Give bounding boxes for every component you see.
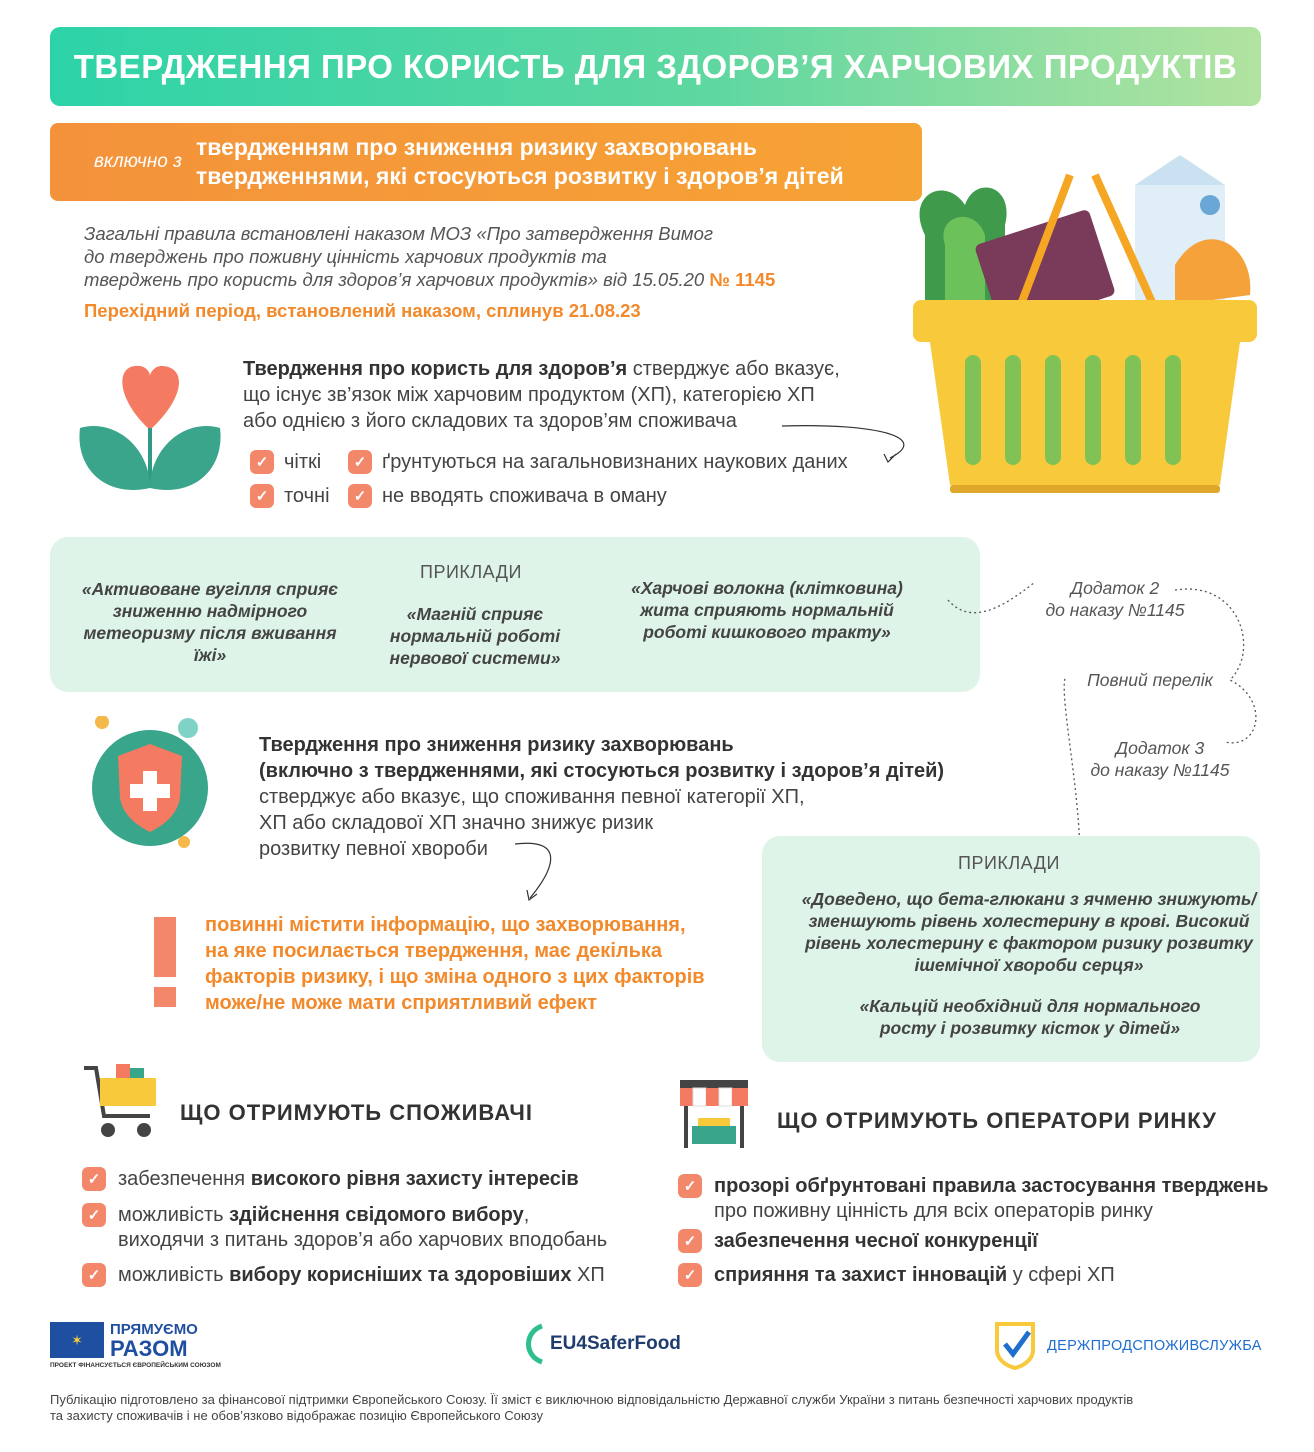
benefit-text: , xyxy=(523,1204,530,1226)
benefit-text: можливість xyxy=(118,1204,230,1226)
benefit-text-bold: високого рівня захисту інтересів xyxy=(250,1168,579,1190)
eu4saferfood-logo xyxy=(522,1322,681,1366)
warning-line: на яке посилається твердження, має декілька xyxy=(205,940,663,962)
page-title: ТВЕРДЖЕННЯ ПРО КОРИСТЬ ДЛЯ ЗДОРОВ’Я ХАРЧОВИХ ПРОДУКТІВ xyxy=(73,47,1238,85)
warning-line: повинні містити інформацію, що захворювання, xyxy=(205,914,686,936)
eu4saferfood-icon xyxy=(522,1322,546,1366)
check-icon: ✓ xyxy=(348,484,372,508)
rules-text xyxy=(84,222,775,291)
benefit-text-bold: вибору корисніших та здоровіших xyxy=(229,1264,572,1286)
check-icon: ✓ xyxy=(678,1229,702,1253)
risk-claim-term: Твердження про зниження ризику захворювань xyxy=(259,734,734,756)
consumer-benefit xyxy=(82,1263,605,1288)
consumer-benefit xyxy=(82,1167,579,1192)
gov-shield-icon xyxy=(993,1322,1037,1370)
rules-line: Загальні правила встановлені наказом МОЗ «Про затвердження Вимог xyxy=(84,223,714,244)
annex-line: до наказу №1145 xyxy=(1090,760,1230,780)
criteria-item xyxy=(250,484,330,508)
eu-logo-text: ПРЯМУЄМО xyxy=(110,1321,198,1338)
operators-title: ЩО ОТРИМУЮТЬ ОПЕРАТОРИ РИНКУ xyxy=(777,1108,1217,1133)
benefit-text-bold: забезпечення чесної конкуренції xyxy=(714,1230,1038,1252)
annex-line: Додаток 3 xyxy=(1115,738,1205,758)
check-icon: ✓ xyxy=(250,450,274,474)
check-icon: ✓ xyxy=(348,450,372,474)
example-quote: «Харчові волокна (клітковина) жита сприяють нормальній роботі кишкового тракту» xyxy=(631,578,903,642)
including-label: включно з xyxy=(93,151,182,172)
risk-claim-text: розвитку певної хвороби xyxy=(259,838,488,860)
footer-line: Публікацію підготовлено за фінансової підтримки Європейського Союзу. Її зміст є виключною відповідальністю Державної служби України з питань безпечності харчових продуктів xyxy=(50,1392,1134,1407)
health-claim-term: Твердження про користь для здоров’я xyxy=(243,358,628,380)
examples-title: ПРИКЛАДИ xyxy=(420,562,522,582)
example-quote: «Доведено, що бета-глюкани з ячменю знижують/зменшують рівень холестерину в крові. Високий рівень холестерину є фактором ризику розвитку ішемічної хвороби серця» xyxy=(801,889,1257,975)
criteria-item xyxy=(250,450,321,474)
criteria-label: не вводять споживача в оману xyxy=(382,484,667,507)
annex-line: до наказу №1145 xyxy=(1045,600,1185,620)
operator-benefit xyxy=(678,1174,1268,1224)
curved-arrow xyxy=(505,838,565,908)
check-icon: ✓ xyxy=(678,1174,702,1198)
criteria-label: ґрунтуються на загальновизнаних наукових даних xyxy=(382,450,848,473)
warning-text xyxy=(205,912,705,1016)
eu-logo-caption: ПРОЕКТ ФІНАНСУЄТЬСЯ ЄВРОПЕЙСЬКИМ СОЮЗОМ xyxy=(50,1362,221,1369)
benefit-text: у сфері ХП xyxy=(1007,1264,1115,1286)
rules-line: тверджень про користь для здоров’я харчових продуктів» від 15.05.20 xyxy=(84,269,705,290)
subtitle-line-2: твердженнями, які стосуються розвитку і здоров’я дітей xyxy=(196,163,844,189)
criteria-item xyxy=(348,450,848,474)
example-quote: «Магній сприяє нормальній роботі нервової системи» xyxy=(389,604,561,668)
dotted-connectors xyxy=(940,570,1270,870)
footer-disclaimer xyxy=(50,1392,1280,1424)
example-quote: «Кальцій необхідний для нормального росту і розвитку кісток у дітей» xyxy=(859,996,1201,1038)
shopping-cart-icon xyxy=(82,1062,162,1142)
check-icon: ✓ xyxy=(250,484,274,508)
check-icon: ✓ xyxy=(82,1167,106,1191)
eu-logo xyxy=(50,1322,198,1360)
title-banner xyxy=(50,27,1261,106)
risk-claim-text: стверджує або вказує, що споживання певної категорії ХП, xyxy=(259,786,805,808)
benefit-text: про поживну цінність для всіх операторів ринку xyxy=(714,1200,1153,1222)
full-list-note: Повний перелік xyxy=(1087,670,1213,690)
warning-line: може/не може мати сприятливий ефект xyxy=(205,992,597,1014)
subtitle-line-1: твердженням про зниження ризику захворювань xyxy=(196,134,758,160)
basket-illustration xyxy=(905,155,1265,500)
operator-benefit xyxy=(678,1263,1115,1288)
consumer-benefit xyxy=(82,1203,607,1253)
warning-line: факторів ризику, і що зміна одного з цих факторів xyxy=(205,966,705,988)
rules-line: до тверджень про поживну цінність харчових продуктів та xyxy=(84,246,607,267)
check-icon: ✓ xyxy=(82,1263,106,1287)
benefit-text: можливість xyxy=(118,1264,230,1286)
criteria-label: чіткі xyxy=(284,450,322,473)
benefit-text: ХП xyxy=(571,1264,605,1286)
benefit-text-bold: прозорі обґрунтовані правила застосування тверджень xyxy=(714,1175,1269,1197)
check-icon: ✓ xyxy=(678,1263,702,1287)
health-claim-text: що існує зв’язок між харчовим продуктом (ХП), категорією ХП xyxy=(243,384,815,406)
health-claim-text: стверджує або вказує, xyxy=(627,358,840,380)
eu4saferfood-text: EU4SaferFood xyxy=(550,1333,681,1354)
annex-line: Додаток 2 xyxy=(1070,578,1160,598)
heart-plant-icon xyxy=(75,358,225,508)
eu-logo-text: РАЗОМ xyxy=(110,1336,188,1361)
gov-logo xyxy=(993,1322,1262,1370)
benefit-text: виходячи з питань здоров’я або харчових вподобань xyxy=(118,1229,608,1251)
transition-text: Перехідний період, встановлений наказом, сплинув 21.08.23 xyxy=(84,300,641,321)
consumers-title: ЩО ОТРИМУЮТЬ СПОЖИВАЧІ xyxy=(180,1100,533,1125)
risk-claim-text: ХП або складової ХП значно знижує ризик xyxy=(259,812,654,834)
risk-claim-term: (включно з твердженнями, які стосуються розвитку і здоров’я дітей) xyxy=(259,760,945,782)
footer-line: та захисту споживачів і не обов’язково відображає позицію Європейського Союзу xyxy=(50,1408,543,1423)
examples-title: ПРИКЛАДИ xyxy=(958,853,1060,873)
gov-logo-text: ДЕРЖПРОДСПОЖИВСЛУЖБА xyxy=(1047,1338,1262,1354)
operator-benefit xyxy=(678,1229,1038,1254)
shield-icon xyxy=(82,716,222,856)
check-icon: ✓ xyxy=(82,1203,106,1227)
example-quote: «Активоване вугілля сприяє зниженню надмірного метеоризму після вживання їжі» xyxy=(81,579,339,665)
benefit-text-bold: сприяння та захист інновацій xyxy=(714,1264,1008,1286)
order-number: № 1145 xyxy=(709,269,776,290)
subtitle-bar xyxy=(50,123,922,201)
health-claim-definition xyxy=(243,356,840,434)
benefit-text-bold: здійснення свідомого вибору xyxy=(229,1204,524,1226)
health-claim-text: або однією з його складових та здоров’ям споживача xyxy=(243,410,737,432)
exclamation-icon xyxy=(152,915,180,1010)
market-stall-icon xyxy=(678,1078,750,1150)
criteria-label: точні xyxy=(284,484,330,507)
eu-flag-icon: ✶ xyxy=(50,1322,104,1358)
criteria-item xyxy=(348,484,667,508)
benefit-text: забезпечення xyxy=(118,1168,251,1190)
